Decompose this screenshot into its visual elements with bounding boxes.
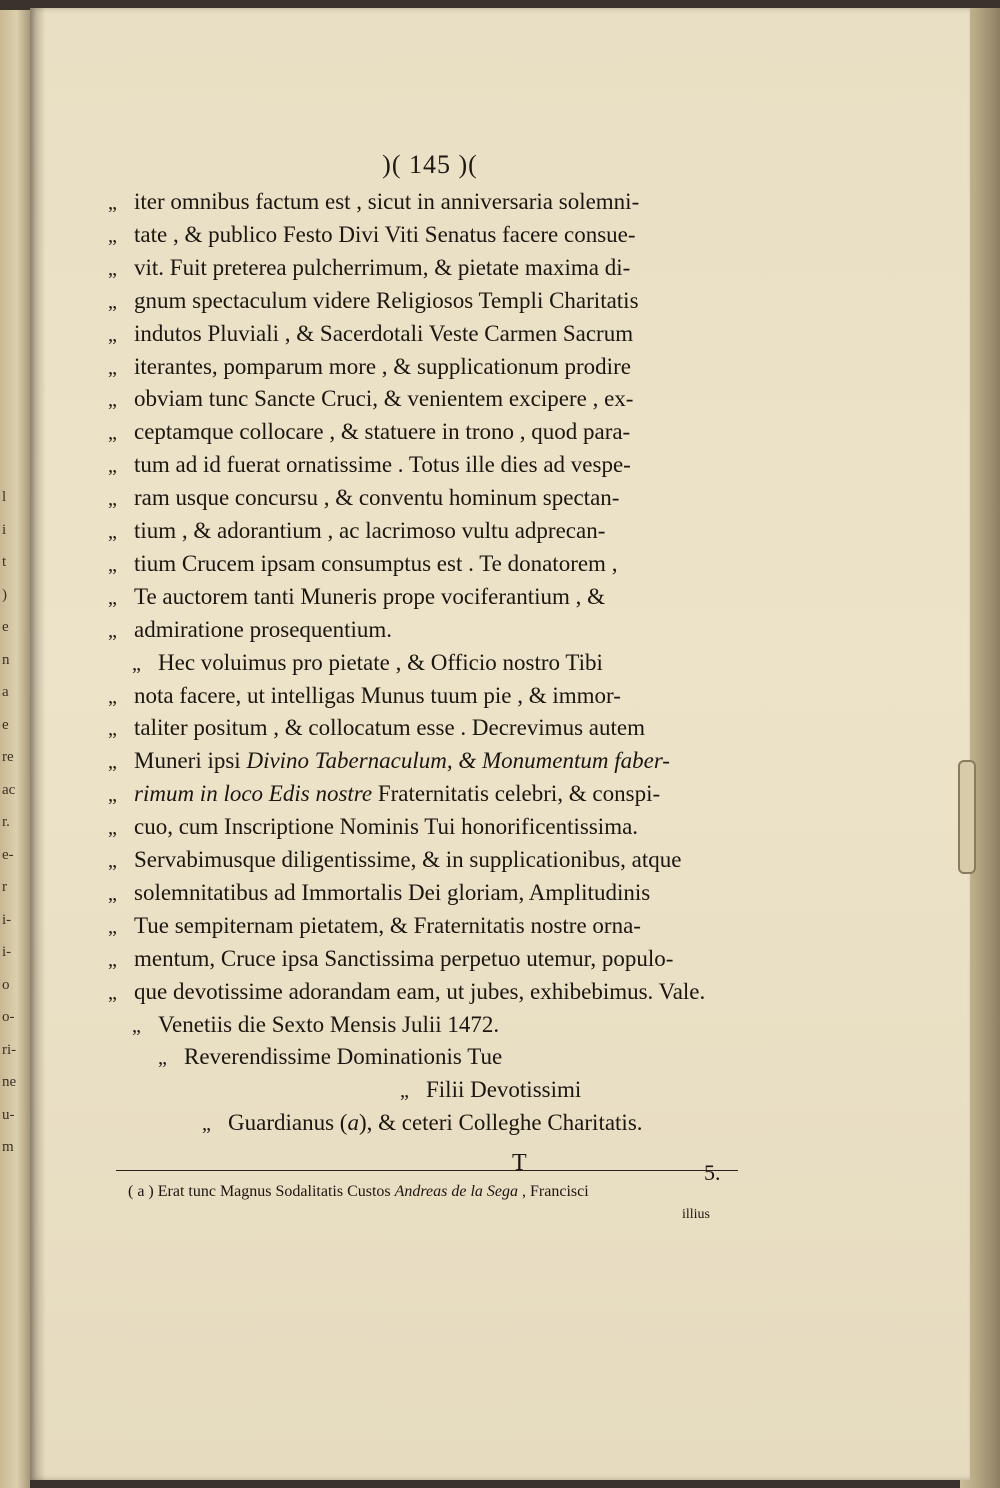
left-page-fragment: i- xyxy=(2,944,12,960)
quote-mark: „ xyxy=(108,356,117,379)
text-line xyxy=(108,782,660,805)
text-line xyxy=(108,947,673,970)
quote-mark: „ xyxy=(202,1113,211,1136)
text-segment: Venetiis die Sexto Mensis Julii 1472. xyxy=(158,1011,500,1037)
left-page-fragment: e xyxy=(2,619,9,635)
text-segment: Filii Devotissimi xyxy=(426,1077,582,1103)
text-line xyxy=(108,355,631,378)
text-segment: Reverendissime Dominationis Tue xyxy=(184,1044,503,1070)
left-page-fragment: e- xyxy=(2,846,14,863)
text-segment: Fraternitatis celebri, & conspi- xyxy=(372,781,661,807)
left-page-fragment: r xyxy=(2,879,7,895)
signature-mark: 5. xyxy=(704,1160,721,1185)
text-line xyxy=(132,651,603,674)
left-page-fragment: i- xyxy=(2,911,12,928)
italic-segment: a xyxy=(347,1110,359,1136)
quote-mark: „ xyxy=(108,817,117,840)
footnote-text-end: , Francisci xyxy=(518,1183,589,1200)
quote-mark: „ xyxy=(108,389,117,412)
catchword: T xyxy=(512,1150,527,1176)
left-page-fragment: re xyxy=(2,749,14,765)
quote-mark: „ xyxy=(108,784,117,807)
italic-segment: rimum in loco Edis nostre xyxy=(134,781,373,807)
text-segment: ), & ceteri Colleghe Charitatis. xyxy=(358,1110,643,1136)
footnote-name: Andreas de la Sega xyxy=(394,1183,519,1200)
text-segment: iter omnibus factum est , sicut in anniversaria solemni- xyxy=(134,189,640,214)
page-number: )( 145 )( xyxy=(382,150,478,179)
text-segment: indutos Pluviali , & Sacerdotali Veste Carmen Sacrum xyxy=(134,320,634,346)
text-segment: Tue sempiternam pietatem, & Fraternitatis nostre orna- xyxy=(134,912,641,938)
left-page-fragment: e xyxy=(2,716,9,733)
quote-mark: „ xyxy=(108,257,117,280)
left-page-fragment: a xyxy=(2,684,9,700)
text-line xyxy=(108,289,639,312)
quote-mark: „ xyxy=(108,224,117,247)
footnote-line-2: illius xyxy=(682,1207,711,1222)
text-segment: obviam tunc Sancte Cruci, & venientem excipere , ex- xyxy=(134,386,634,412)
binding-clasp xyxy=(958,760,976,874)
quote-mark: „ xyxy=(108,850,117,872)
text-segment: admiratione prosequentium. xyxy=(134,616,393,642)
left-page-fragment: o- xyxy=(2,1009,15,1025)
text-line xyxy=(158,1045,502,1068)
text-segment: que devotissime adorandam eam, ut jubes, exhibebimus. Vale. xyxy=(134,978,706,1004)
footnote-text: ( a ) Erat tunc Magnus Sodalitatis Custos xyxy=(128,1183,395,1200)
text-line xyxy=(108,848,681,871)
left-page-fragment: m xyxy=(2,1139,14,1155)
text-line xyxy=(108,684,621,707)
text-line xyxy=(108,749,670,772)
text-segment: ceptamque collocare , & statuere in trono , quod para- xyxy=(134,419,631,445)
footnote-line-1 xyxy=(128,1184,589,1200)
text-segment: mentum, Cruce ipsa Sanctissima perpetuo utemur, populo- xyxy=(134,945,674,971)
text-segment: tum ad id fuerat ornatissime . Totus ille dies ad vespe- xyxy=(134,452,631,478)
quote-mark: „ xyxy=(108,422,117,445)
left-page-fragment: i xyxy=(2,521,7,538)
text-segment: gnum spectaculum videre Religiosos Templi Charitatis xyxy=(134,287,639,313)
text-segment: taliter positum , & collocatum esse . Decrevimus autem xyxy=(134,715,645,741)
text-line xyxy=(108,552,617,575)
quote-mark: „ xyxy=(108,915,117,938)
text-segment: tium Crucem ipsam consumptus est . Te donatorem , xyxy=(134,550,618,576)
text-line xyxy=(108,256,630,279)
text-line xyxy=(108,453,631,476)
quote-mark: „ xyxy=(158,1047,167,1070)
quote-mark: „ xyxy=(132,1014,141,1037)
quote-mark: „ xyxy=(108,948,117,971)
quote-mark: „ xyxy=(108,751,117,774)
text-segment: cuo, cum Inscriptione Nominis Tui honorificentissima. xyxy=(134,814,639,840)
text-line xyxy=(108,585,605,608)
text-line xyxy=(108,914,641,937)
text-line xyxy=(400,1078,581,1101)
quote-mark: „ xyxy=(108,488,117,511)
left-page-fragment: n xyxy=(2,651,10,668)
quote-mark: „ xyxy=(400,1080,409,1103)
text-line xyxy=(108,815,638,838)
left-page-fragment: r. xyxy=(2,814,10,830)
quote-mark: „ xyxy=(108,981,117,1004)
text-line xyxy=(108,387,633,410)
quote-mark: „ xyxy=(108,882,117,905)
text-segment: ram usque concursu , & conventu hominum spectan- xyxy=(134,485,620,511)
quote-mark: „ xyxy=(108,685,117,708)
quote-mark: „ xyxy=(108,192,117,214)
text-line xyxy=(108,223,636,246)
text-line xyxy=(108,190,639,213)
italic-segment: Divino Tabernaculum, & Monumentum faber- xyxy=(246,748,670,774)
left-page-fragment: l xyxy=(2,489,7,505)
text-line xyxy=(108,519,605,542)
text-line xyxy=(108,322,633,345)
left-page-fragment: u- xyxy=(2,1106,15,1123)
quote-mark: „ xyxy=(108,290,117,313)
text-line xyxy=(108,486,619,509)
quote-mark: „ xyxy=(108,323,117,346)
text-line xyxy=(108,618,392,641)
text-line xyxy=(108,881,650,904)
text-line xyxy=(108,420,630,443)
text-segment: Servabimusque diligentissime, & in supplicationibus, atque xyxy=(134,847,682,872)
quote-mark: „ xyxy=(108,619,117,642)
gutter-shadow xyxy=(30,8,46,1480)
quote-mark: „ xyxy=(108,553,117,576)
text-line xyxy=(132,1013,499,1036)
quote-mark: „ xyxy=(108,718,117,741)
left-page-fragment: ri- xyxy=(2,1041,17,1058)
left-page-fragment: ne xyxy=(2,1074,17,1090)
text-line xyxy=(108,716,645,739)
text-segment: nota facere, ut intelligas Munus tuum pie , & immor- xyxy=(134,682,621,708)
left-page-fragment: ac xyxy=(2,781,16,798)
text-segment: iterantes, pomparum more , & supplicationum prodire xyxy=(134,353,631,379)
text-line xyxy=(202,1111,643,1134)
quote-mark: „ xyxy=(108,586,117,609)
text-segment: tium , & adorantium , ac lacrimoso vultu adprecan- xyxy=(134,518,606,543)
text-segment: Muneri ipsi xyxy=(134,748,247,774)
left-page-fragment: o xyxy=(2,976,10,993)
text-segment: Guardianus ( xyxy=(228,1110,348,1136)
quote-mark: „ xyxy=(132,652,141,675)
quote-mark: „ xyxy=(108,455,117,478)
quote-mark: „ xyxy=(108,521,117,543)
text-line xyxy=(108,980,705,1003)
text-segment: vit. Fuit preterea pulcherrimum, & pietate maxima di- xyxy=(134,254,631,280)
text-segment: Te auctorem tanti Muneris prope vociferantium , & xyxy=(134,583,606,609)
text-segment: Hec voluimus pro pietate , & Officio nostro Tibi xyxy=(158,649,603,675)
text-segment: solemnitatibus ad Immortalis Dei gloriam, Amplitudinis xyxy=(134,879,651,905)
left-page-fragment: ) xyxy=(2,586,7,603)
footnote-rule xyxy=(116,1170,738,1171)
left-page-fragment: t xyxy=(2,554,7,570)
text-segment: tate , & publico Festo Divi Viti Senatus facere consue- xyxy=(134,221,636,247)
